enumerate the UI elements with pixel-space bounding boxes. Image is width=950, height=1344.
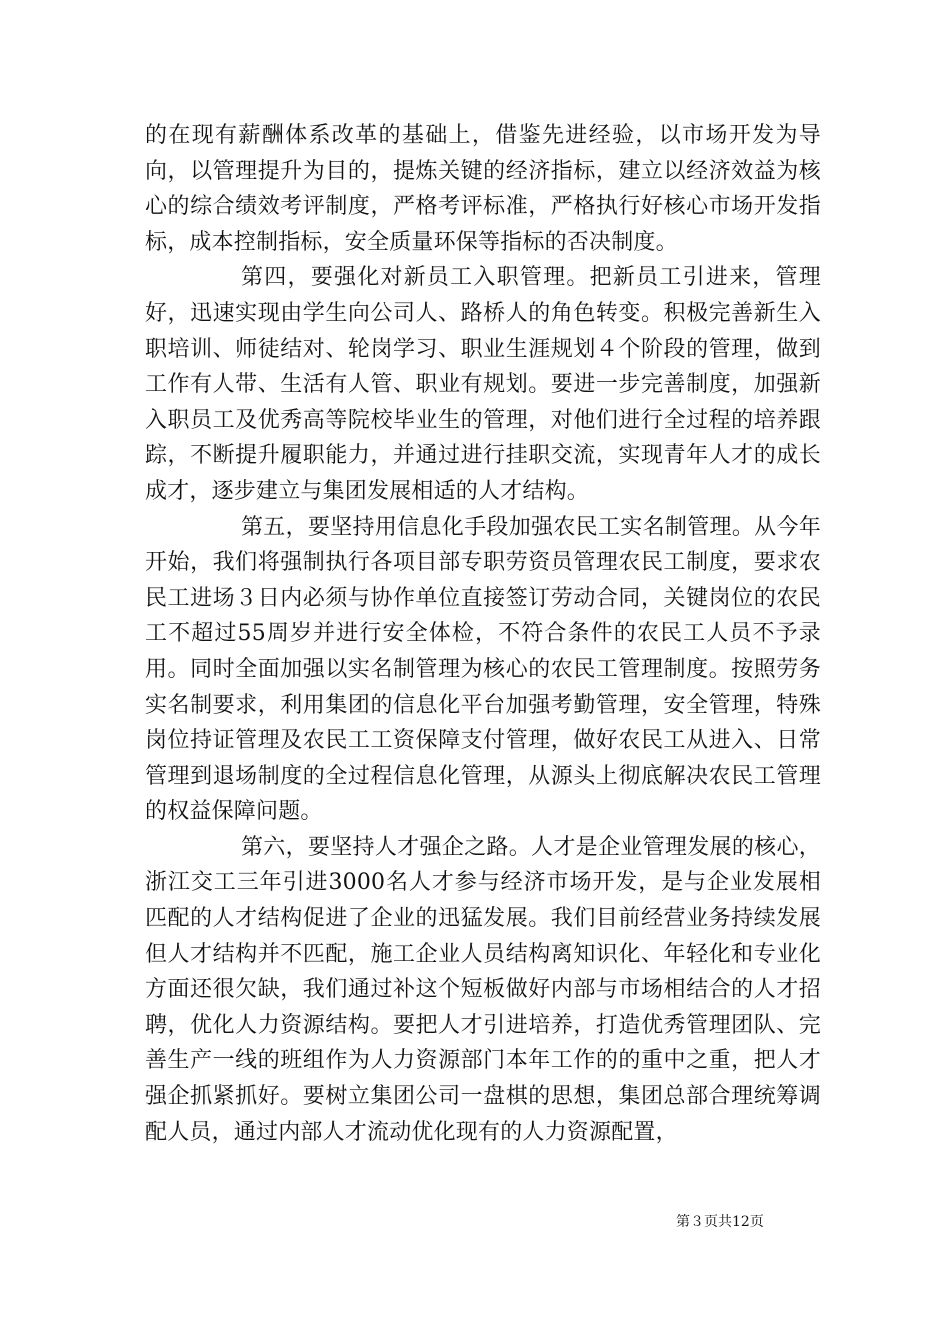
paragraph-1: 的在现有薪酬体系改革的基础上，借鉴先进经验，以市场开发为导向，以管理提升为目的，提炼关键的经济指标，建立以经济效益为核心的综合绩效考评制度，严格考评标准，严格执行好核心市场开发指标，成本控制指标，安全质量环保等指标的否决制度。 xyxy=(145,123,821,255)
paragraph-2: 第四，要强化对新员工入职管理。把新员工引进来，管理好，迅速实现由学生向公司人、路桥人的角色转变。积极完善新生入职培训、师徒结对、轮岗学习、职业生涯规划４个阶段的管理，做到工作有人带、生活有人管、职业有规划。要进一步完善制度，加强新入职员工及优秀高等院校毕业生的管理，对他们进行全过程的培养跟踪，不断提升履职能力，并通过进行挂职交流，实现青年人才的成长成才，逐步建立与集团发展相适的人才结构。 xyxy=(145,265,821,504)
document-body xyxy=(145,118,821,1150)
page-number-footer: 第３页共12页 xyxy=(676,1214,764,1230)
paragraph-3: 第五，要坚持用信息化手段加强农民工实名制管理。从今年开始，我们将强制执行各项目部专职劳资员管理农民工制度，要求农民工进场３日内必须与协作单位直接签订劳动合同，关键岗位的农民工不超过55周岁并进行安全体检，不符合条件的农民工人员不予录用。同时全面加强以实名制管理为核心的农民工管理制度。按照劳务实名制要求，利用集团的信息化平台加强考勤管理，安全管理，特殊岗位持证管理及农民工工资保障支付管理，做好农民工从进入、日常管理到退场制度的全过程信息化管理，从源头上彻底解决农民工管理的权益保障问题。 xyxy=(145,514,821,825)
paragraph-4: 第六，要坚持人才强企之路。人才是企业管理发展的核心，浙江交工三年引进3000名人才参与经济市场开发，是与企业发展相匹配的人才结构促进了企业的迅猛发展。我们目前经营业务持续发展但人才结构并不匹配，施工企业人员结构离知识化、年轻化和专业化方面还很欠缺，我们通过补这个短板做好内部与市场相结合的人才招聘，优化人力资源结构。要把人才引进培养，打造优秀管理团队、完善生产一线的班组作为人力资源部门本年工作的的重中之重，把人才强企抓紧抓好。要树立集团公司一盘棋的思想，集团总部合理统筹调配人员，通过内部人才流动优化现有的人力资源配置， xyxy=(145,834,821,1145)
